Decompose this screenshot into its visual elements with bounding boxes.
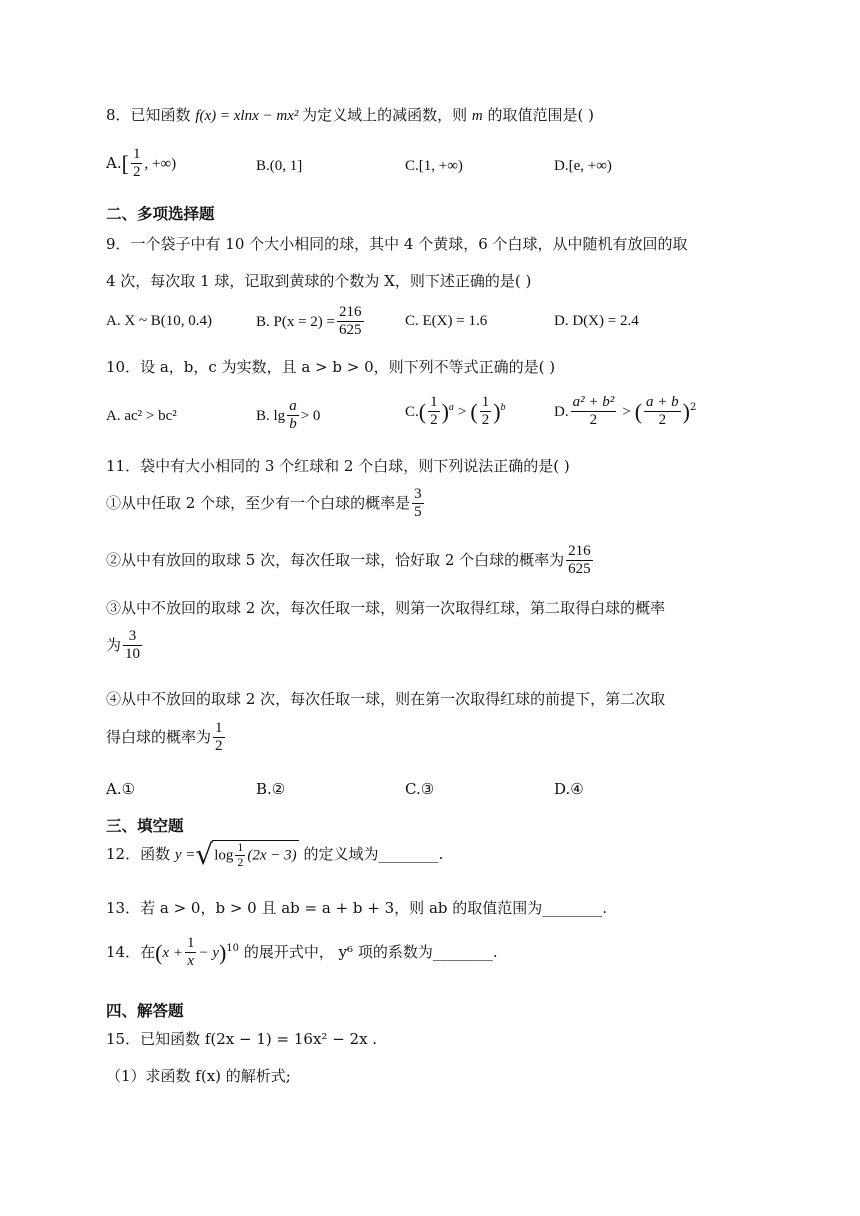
comparison: >: [457, 403, 467, 420]
question-10-stem: 10．设 a，b，c 为实数，且 a > b > 0，则下列不等式正确的是( ): [106, 358, 556, 376]
question-8-text: 为定义域上的减函数，则: [302, 106, 472, 124]
statement-4-line1: ④从中不放回的取球 2 次，每次任取一球，则在第一次取得红球的前提下，第二次取: [106, 690, 666, 708]
statement-3-line2: [106, 628, 144, 664]
radical-sign: √: [195, 837, 214, 871]
question-11-stem: 11．袋中有大小相同的 3 个红球和 2 个白球，则下列说法正确的是( ): [106, 457, 570, 475]
fraction-numerator: 216: [566, 543, 593, 561]
fraction-denominator: 625: [339, 322, 362, 339]
option-label: C.: [405, 403, 419, 420]
question-15-part1: （1）求函数 f(x) 的解析式;: [106, 1067, 291, 1085]
section-heading: 四、解答题: [106, 1002, 184, 1020]
log-base-denominator: 2: [237, 854, 244, 869]
option-d: D.[e, +∞): [554, 158, 612, 174]
question-13: 13．若 a > 0，b > 0 且 ab = a + b + 3，则 ab 的取值范围为________.: [106, 899, 608, 917]
option-c: C. E(X) = 1.6: [405, 313, 488, 329]
question-15-stem: 15．已知函数 f(2x − 1) = 16x² − 2x .: [106, 1030, 378, 1048]
fraction-numerator: 1: [213, 720, 225, 738]
statement-4-line2: [106, 720, 227, 756]
option-label: D.: [554, 403, 569, 420]
question-text: 12．函数: [106, 844, 175, 863]
option-d: D.④: [554, 780, 584, 798]
fraction-denominator: 2: [589, 412, 598, 429]
option-c: C.③: [405, 780, 435, 798]
option-a: A. X ~ B(10, 0.4): [106, 313, 213, 329]
option-b: [256, 304, 366, 340]
question-9-line2: 4 次，每次取 1 球，记取到黄球的个数为 X，则下述正确的是( ): [106, 272, 532, 290]
option-text: > 0: [300, 407, 321, 424]
fraction-numerator: a² + b²: [571, 394, 617, 412]
exponent: 10: [226, 942, 240, 954]
fraction-denominator: 625: [568, 561, 591, 578]
question-8-text: 8．已知函数: [106, 106, 196, 124]
option-b: B.②: [256, 780, 286, 798]
radicand: [212, 840, 298, 870]
statement-text: 为: [106, 635, 122, 654]
log-function: log: [214, 847, 234, 864]
option-b: [256, 398, 320, 434]
statement-3-line1: ③从中不放回的取球 2 次，每次任取一球，则第一次取得红球，第二取得白球的概率: [106, 599, 666, 617]
statement-1: [106, 486, 426, 522]
fraction-denominator: x: [187, 953, 195, 970]
fraction-denominator: 2: [481, 412, 490, 429]
question-text: 的定义域为________.: [298, 844, 444, 863]
question-14: 14．在(x + $\frac{1}{x}$ − y)$^{10}$ 的展开式中， y⁶ 项的系数为________.: [106, 935, 498, 970]
question-text: 的展开式中， y⁶ 项的系数为________.: [239, 942, 498, 961]
option-label: A.: [106, 153, 122, 172]
option-a: A. ac² > bc²: [106, 408, 177, 424]
fraction-numerator: 3: [123, 628, 142, 646]
fraction-denominator: 10: [125, 646, 141, 663]
log-argument: (2x − 3): [247, 847, 297, 864]
statement-2: [106, 543, 595, 579]
log-base-numerator: 1: [237, 840, 244, 854]
expression-term: − y: [198, 944, 219, 961]
statement-text: 得白球的概率为: [106, 727, 212, 746]
option-c: C.( $\frac{1}{2}$ )$^a$ > ( $\frac{1}{2}$ )$^b$: [405, 394, 506, 429]
fraction-denominator: 5: [414, 504, 422, 521]
fraction-denominator: 2: [430, 412, 438, 429]
fraction-numerator: 1: [131, 146, 143, 164]
expression-term: x +: [162, 944, 183, 961]
fraction-numerator: a + b: [644, 394, 681, 412]
statement-text: ①从中任取 2 个球，至少有一个白球的概率是: [106, 493, 411, 512]
option-d: D. $\frac{\text{a² + b²}}{2}$ > ( $\frac{a + b}{2}$ )$^2$: [554, 394, 697, 429]
fraction-numerator: a: [287, 398, 299, 416]
question-9-line1: 9．一个袋子中有 10 个大小相同的球，其中 4 个黄球，6 个白球，从中随机有放回的取: [106, 235, 688, 253]
fraction-numerator: 3: [412, 486, 424, 504]
variable-m: m: [471, 108, 483, 124]
exponent: b: [500, 401, 506, 413]
question-8-stem: [106, 108, 594, 124]
fraction-denominator: 2: [132, 164, 141, 181]
question-12: [106, 837, 444, 871]
function-variable: y =: [174, 846, 196, 863]
function-formula: f(x) = xlnx − mx²: [195, 108, 303, 124]
option-a: A.[ $\frac{1}{2}$ , +∞): [106, 146, 177, 181]
option-d: D. D(X) = 2.4: [554, 313, 639, 329]
fraction-numerator: 1: [185, 935, 197, 953]
option-text: , +∞): [144, 155, 177, 172]
question-text: 14．在: [106, 942, 156, 961]
section-heading: 三、填空题: [106, 817, 184, 835]
option-text: B. lg: [256, 407, 286, 424]
exponent: 2: [689, 401, 697, 413]
fraction-denominator: 2: [215, 738, 223, 755]
option-b: B.(0, 1]: [256, 158, 303, 174]
fraction-numerator: 216: [337, 304, 364, 322]
fraction-numerator: 1: [480, 394, 492, 412]
option-a: A.①: [106, 780, 136, 798]
fraction-numerator: 1: [428, 394, 440, 412]
option-c: C.[1, +∞): [405, 158, 463, 174]
option-text: B. P(x = 2) =: [256, 313, 336, 330]
statement-text: ②从中有放回的取球 5 次，每次任取一球，恰好取 2 个白球的概率为: [106, 550, 565, 569]
comparison: >: [622, 403, 631, 420]
exponent: a: [448, 401, 454, 413]
fraction-denominator: b: [289, 416, 297, 433]
question-8-text: 的取值范围是( ): [482, 106, 594, 124]
fraction-denominator: 2: [658, 412, 667, 429]
section-heading: 二、多项选择题: [106, 205, 215, 223]
